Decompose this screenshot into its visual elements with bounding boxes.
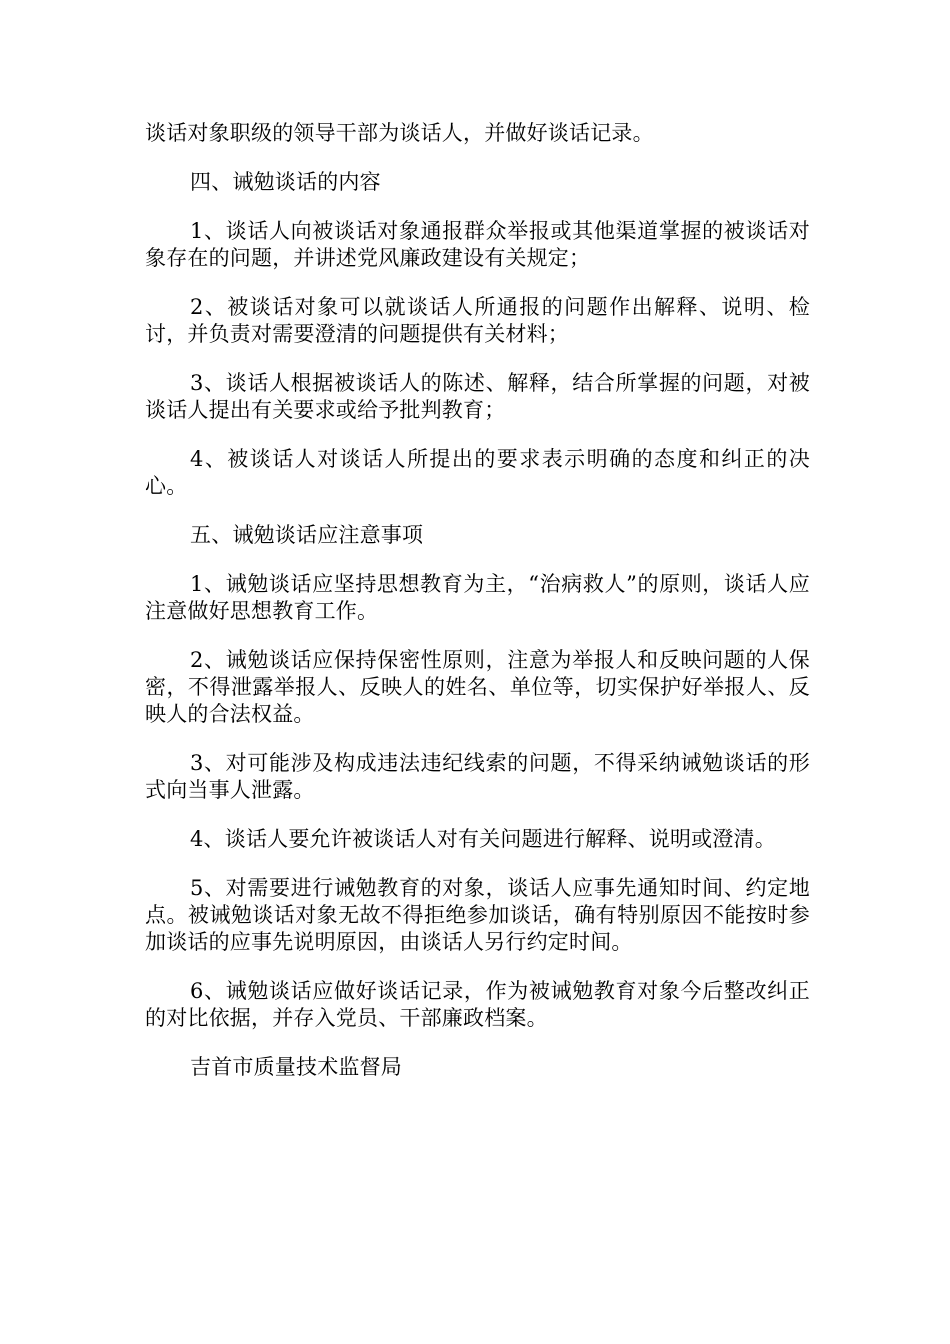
content-item-3: 3、谈话人根据被谈话人的陈述、解释，结合所掌握的问题，对被谈话人提出有关要求或给予批判教育； [145,371,810,422]
notes-item-3: 3、对可能涉及构成违法违纪线索的问题，不得采纳诫勉谈话的形式向当事人泄露。 [145,751,810,802]
issuer-signature: 吉首市质量技术监督局 [190,1055,402,1079]
notes-item-2: 2、诫勉谈话应保持保密性原则，注意为举报人和反映问题的人保密，不得泄露举报人、反映人的姓名、单位等，切实保护好举报人、反映人的合法权益。 [145,648,810,726]
notes-item-5: 5、对需要进行诫勉教育的对象，谈话人应事先通知时间、约定地点。被诫勉谈话对象无故不得拒绝参加谈话，确有特别原因不能按时参加谈话的应事先说明原因，由谈话人另行约定时间。 [145,876,810,954]
content-item-2: 2、被谈话对象可以就谈话人所通报的问题作出解释、说明、检讨，并负责对需要澄清的问题提供有关材料； [145,295,810,346]
notes-item-1: 1、诫勉谈话应坚持思想教育为主，“治病救人”的原则，谈话人应注意做好思想教育工作。 [145,572,810,623]
section-heading-content: 四、诫勉谈话的内容 [190,170,381,194]
section-heading-notes: 五、诫勉谈话应注意事项 [190,523,424,547]
document-body [145,120,810,1103]
content-item-1: 1、谈话人向被谈话对象通报群众举报或其他渠道掌握的被谈话对象存在的问题，并讲述党风廉政建设有关规定； [145,219,810,270]
notes-item-4: 4、谈话人要允许被谈话人对有关问题进行解释、说明或澄清。 [190,827,776,851]
notes-item-6: 6、诫勉谈话应做好谈话记录，作为被诫勉教育对象今后整改纠正的对比依据，并存入党员、干部廉政档案。 [145,979,810,1030]
content-item-4: 4、被谈话人对谈话人所提出的要求表示明确的态度和纠正的决心。 [145,447,810,498]
paragraph-continuation: 谈话对象职级的领导干部为谈话人，并做好谈话记录。 [145,121,654,145]
